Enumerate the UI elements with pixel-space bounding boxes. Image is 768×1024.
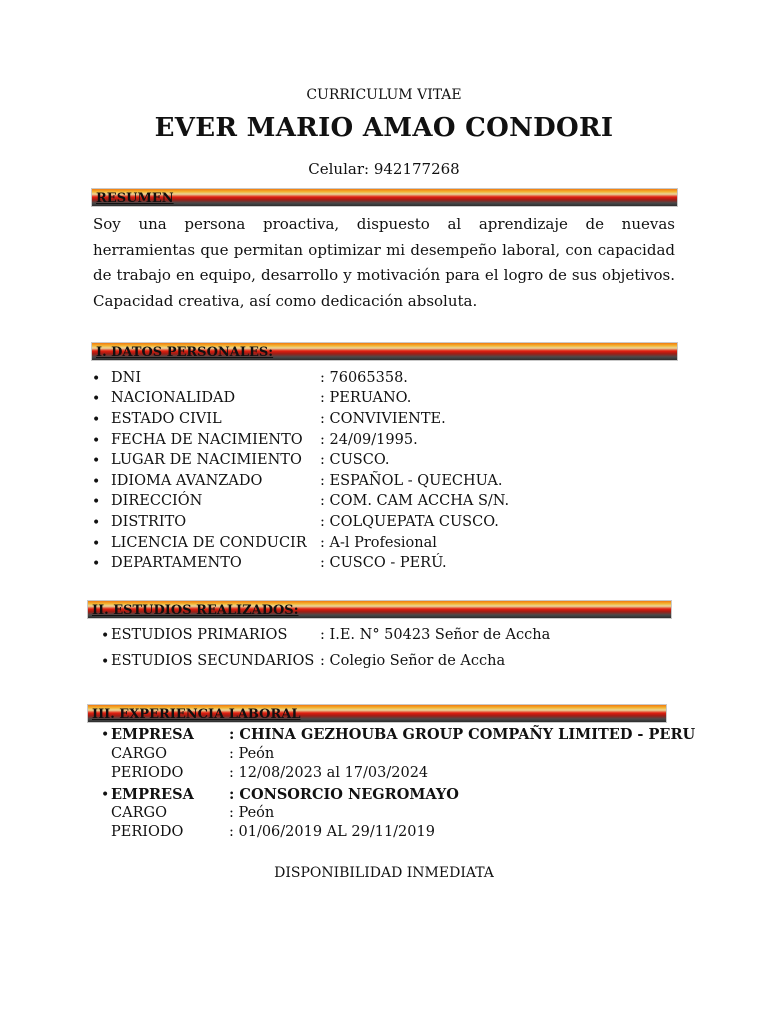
company-name: : CONSORCIO NEGROMAYO	[229, 786, 459, 803]
bullet-icon: •	[92, 474, 101, 490]
availability-note: DISPONIBILIDAD INMEDIATA	[274, 865, 494, 881]
bullet-icon: •	[101, 654, 110, 670]
bullet-icon: •	[101, 787, 110, 803]
position-value: : Peón	[229, 805, 275, 821]
company-label: EMPRESA	[111, 726, 194, 743]
study-value: : Colegio Señor de Accha	[320, 653, 506, 669]
section-title-resumen: RESUMEN	[96, 191, 174, 206]
bullet-icon: •	[92, 536, 101, 552]
field-value: : COM. CAM ACCHA S/N.	[320, 493, 510, 509]
bullet-icon: •	[92, 433, 101, 449]
bullet-icon: •	[92, 391, 101, 407]
field-value: : A-l Profesional	[320, 535, 437, 551]
field-value: : CONVIVIENTE.	[320, 411, 446, 427]
section-header-datos-personales	[91, 342, 678, 361]
bullet-icon: •	[92, 556, 101, 572]
bullet-icon: •	[92, 494, 101, 510]
study-label: ESTUDIOS SECUNDARIOS	[111, 653, 315, 669]
bullet-icon: •	[101, 727, 110, 743]
study-label: ESTUDIOS PRIMARIOS	[111, 627, 288, 643]
company-label: EMPRESA	[111, 786, 194, 803]
field-value: : COLQUEPATA CUSCO.	[320, 514, 499, 530]
field-label: LUGAR DE NACIMIENTO	[111, 452, 302, 468]
section-header-estudios	[87, 600, 672, 619]
section-header-experiencia	[87, 704, 667, 723]
company-name: : CHINA GEZHOUBA GROUP COMPAÑY LIMITED - PERU	[229, 726, 696, 743]
period-value: : 01/06/2019 AL 29/11/2019	[229, 824, 435, 840]
phone-number: Celular: 942177268	[308, 160, 460, 178]
position-label: CARGO	[111, 805, 167, 821]
period-label: PERIODO	[111, 824, 184, 840]
section-title-experiencia: III. EXPERIENCIA LABORAL	[92, 707, 301, 722]
field-value: : CUSCO - PERÚ.	[320, 555, 447, 571]
field-label: DISTRITO	[111, 514, 187, 530]
document-label: CURRICULUM VITAE	[306, 87, 462, 103]
field-label: DNI	[111, 370, 142, 386]
field-label: ESTADO CIVIL	[111, 411, 222, 427]
period-value: : 12/08/2023 al 17/03/2024	[229, 765, 429, 781]
field-label: NACIONALIDAD	[111, 390, 236, 406]
bullet-icon: •	[92, 412, 101, 428]
section-header-resumen	[91, 188, 678, 207]
bullet-icon: •	[92, 453, 101, 469]
field-label: FECHA DE NACIMIENTO	[111, 432, 303, 448]
field-value: : 24/09/1995.	[320, 432, 418, 448]
bullet-icon: •	[92, 371, 101, 387]
field-value: : 76065358.	[320, 370, 408, 386]
summary-paragraph: Soy una persona proactiva, dispuesto al aprendizaje de nuevas herramientas que permitan optimizar mi desempeño laboral, con capacidad de trabajo en equipo, desarrollo y motivación para el logro de sus objetivos. Capacidad creativa, así como dedicación absoluta.	[93, 215, 675, 310]
field-label: DIRECCIÓN	[111, 493, 203, 509]
section-title-datos-personales: I. DATOS PERSONALES:	[96, 345, 274, 360]
field-value: : PERUANO.	[320, 390, 412, 406]
field-label: IDIOMA AVANZADO	[111, 473, 263, 489]
field-value: : CUSCO.	[320, 452, 390, 468]
field-label: LICENCIA DE CONDUCIR	[111, 535, 307, 551]
section-title-estudios: II. ESTUDIOS REALIZADOS:	[92, 603, 299, 618]
study-value: : I.E. N° 50423 Señor de Accha	[320, 627, 551, 643]
period-label: PERIODO	[111, 765, 184, 781]
field-label: DEPARTAMENTO	[111, 555, 242, 571]
field-value: : ESPAÑOL - QUECHUA.	[320, 473, 503, 489]
bullet-icon: •	[92, 515, 101, 531]
position-label: CARGO	[111, 746, 167, 762]
candidate-name: EVER MARIO AMAO CONDORI	[154, 113, 614, 143]
bullet-icon: •	[101, 628, 110, 644]
position-value: : Peón	[229, 746, 275, 762]
